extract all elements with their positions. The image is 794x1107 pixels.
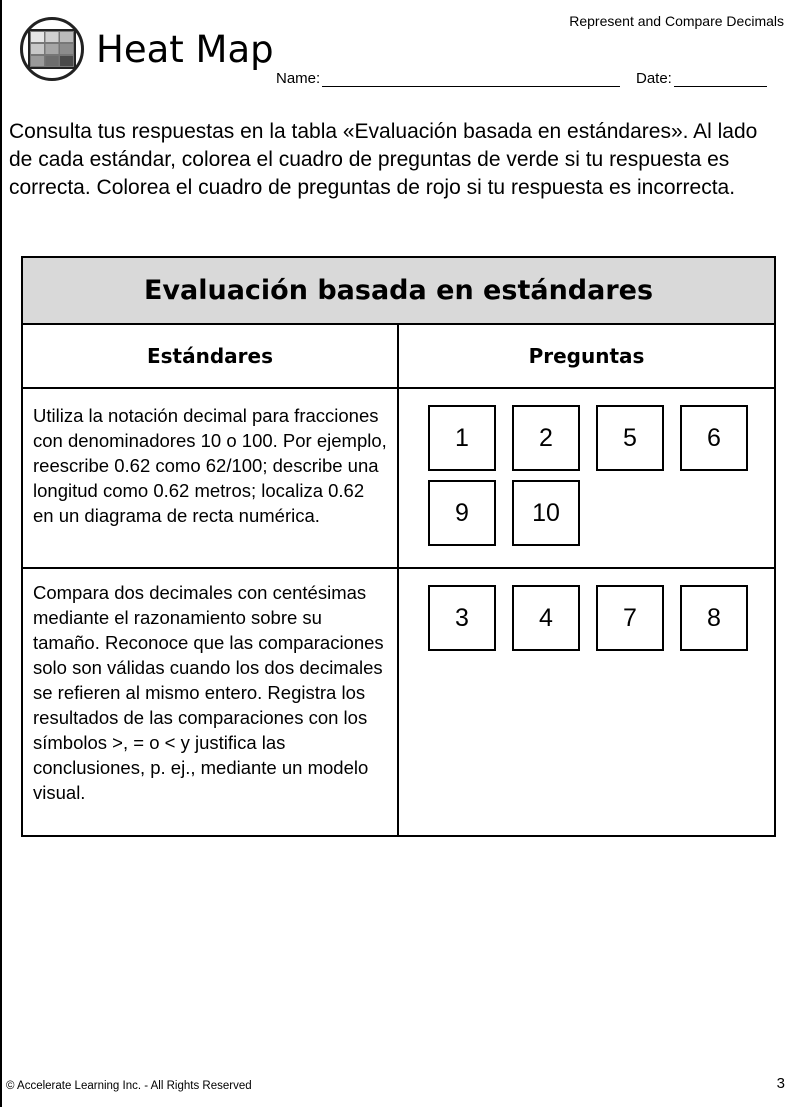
date-field[interactable] — [636, 70, 767, 87]
table-row — [22, 388, 775, 568]
grid-table-icon — [28, 29, 76, 69]
question-boxes — [428, 405, 774, 546]
standards-assessment-table — [21, 256, 776, 837]
question-boxes — [428, 585, 774, 651]
question-box[interactable]: 10 — [512, 480, 580, 546]
copyright-footer: © Accelerate Learning Inc. - All Rights Reserved — [6, 1080, 252, 1092]
subject-title: Represent and Compare Decimals — [569, 13, 784, 29]
logo-title: Heat Map — [96, 28, 274, 71]
page-number: 3 — [776, 1075, 785, 1092]
page-left-border — [0, 0, 2, 1107]
standard-text: Compara dos decimales con centésimas mediante el razonamiento sobre su tamaño. Reconoce que las comparaciones solo son válidas cuando los dos decimales se refieren al mismo entero. Registra los resultados de las comparaciones con los símbolos >, = o < y justifica las conclusiones, p. ej., mediante un modelo visual. — [22, 568, 398, 836]
name-label: Name: — [276, 70, 321, 87]
heat-map-logo — [20, 17, 84, 81]
date-line[interactable] — [674, 72, 767, 87]
table-title: Evaluación basada en estándares — [22, 257, 775, 324]
instructions-text: Consulta tus respuestas en la tabla «Evaluación basada en estándares». Al lado de cada estándar, colorea el cuadro de preguntas de verde si tu respuesta es correcta. Colorea el cuadro de preguntas de rojo si tu respuesta es incorrecta. — [9, 120, 758, 199]
column-header-standards: Estándares — [22, 324, 398, 388]
question-box[interactable]: 9 — [428, 480, 496, 546]
question-box[interactable]: 6 — [680, 405, 748, 471]
date-label: Date: — [636, 70, 672, 87]
question-box[interactable]: 4 — [512, 585, 580, 651]
questions-cell — [398, 568, 775, 836]
question-box[interactable]: 3 — [428, 585, 496, 651]
standard-text: Utiliza la notación decimal para fracciones con denominadores 10 o 100. Por ejemplo, reescribe 0.62 como 62/100; describe una longitud como 0.62 metros; localiza 0.62 en un diagrama de recta numérica. — [22, 388, 398, 568]
column-header-questions: Preguntas — [398, 324, 775, 388]
question-box[interactable]: 5 — [596, 405, 664, 471]
question-box[interactable]: 2 — [512, 405, 580, 471]
question-box[interactable]: 8 — [680, 585, 748, 651]
name-field[interactable] — [276, 70, 620, 87]
name-line[interactable] — [322, 72, 620, 87]
question-box[interactable]: 7 — [596, 585, 664, 651]
question-box[interactable]: 1 — [428, 405, 496, 471]
table-row — [22, 568, 775, 836]
questions-cell — [398, 388, 775, 568]
